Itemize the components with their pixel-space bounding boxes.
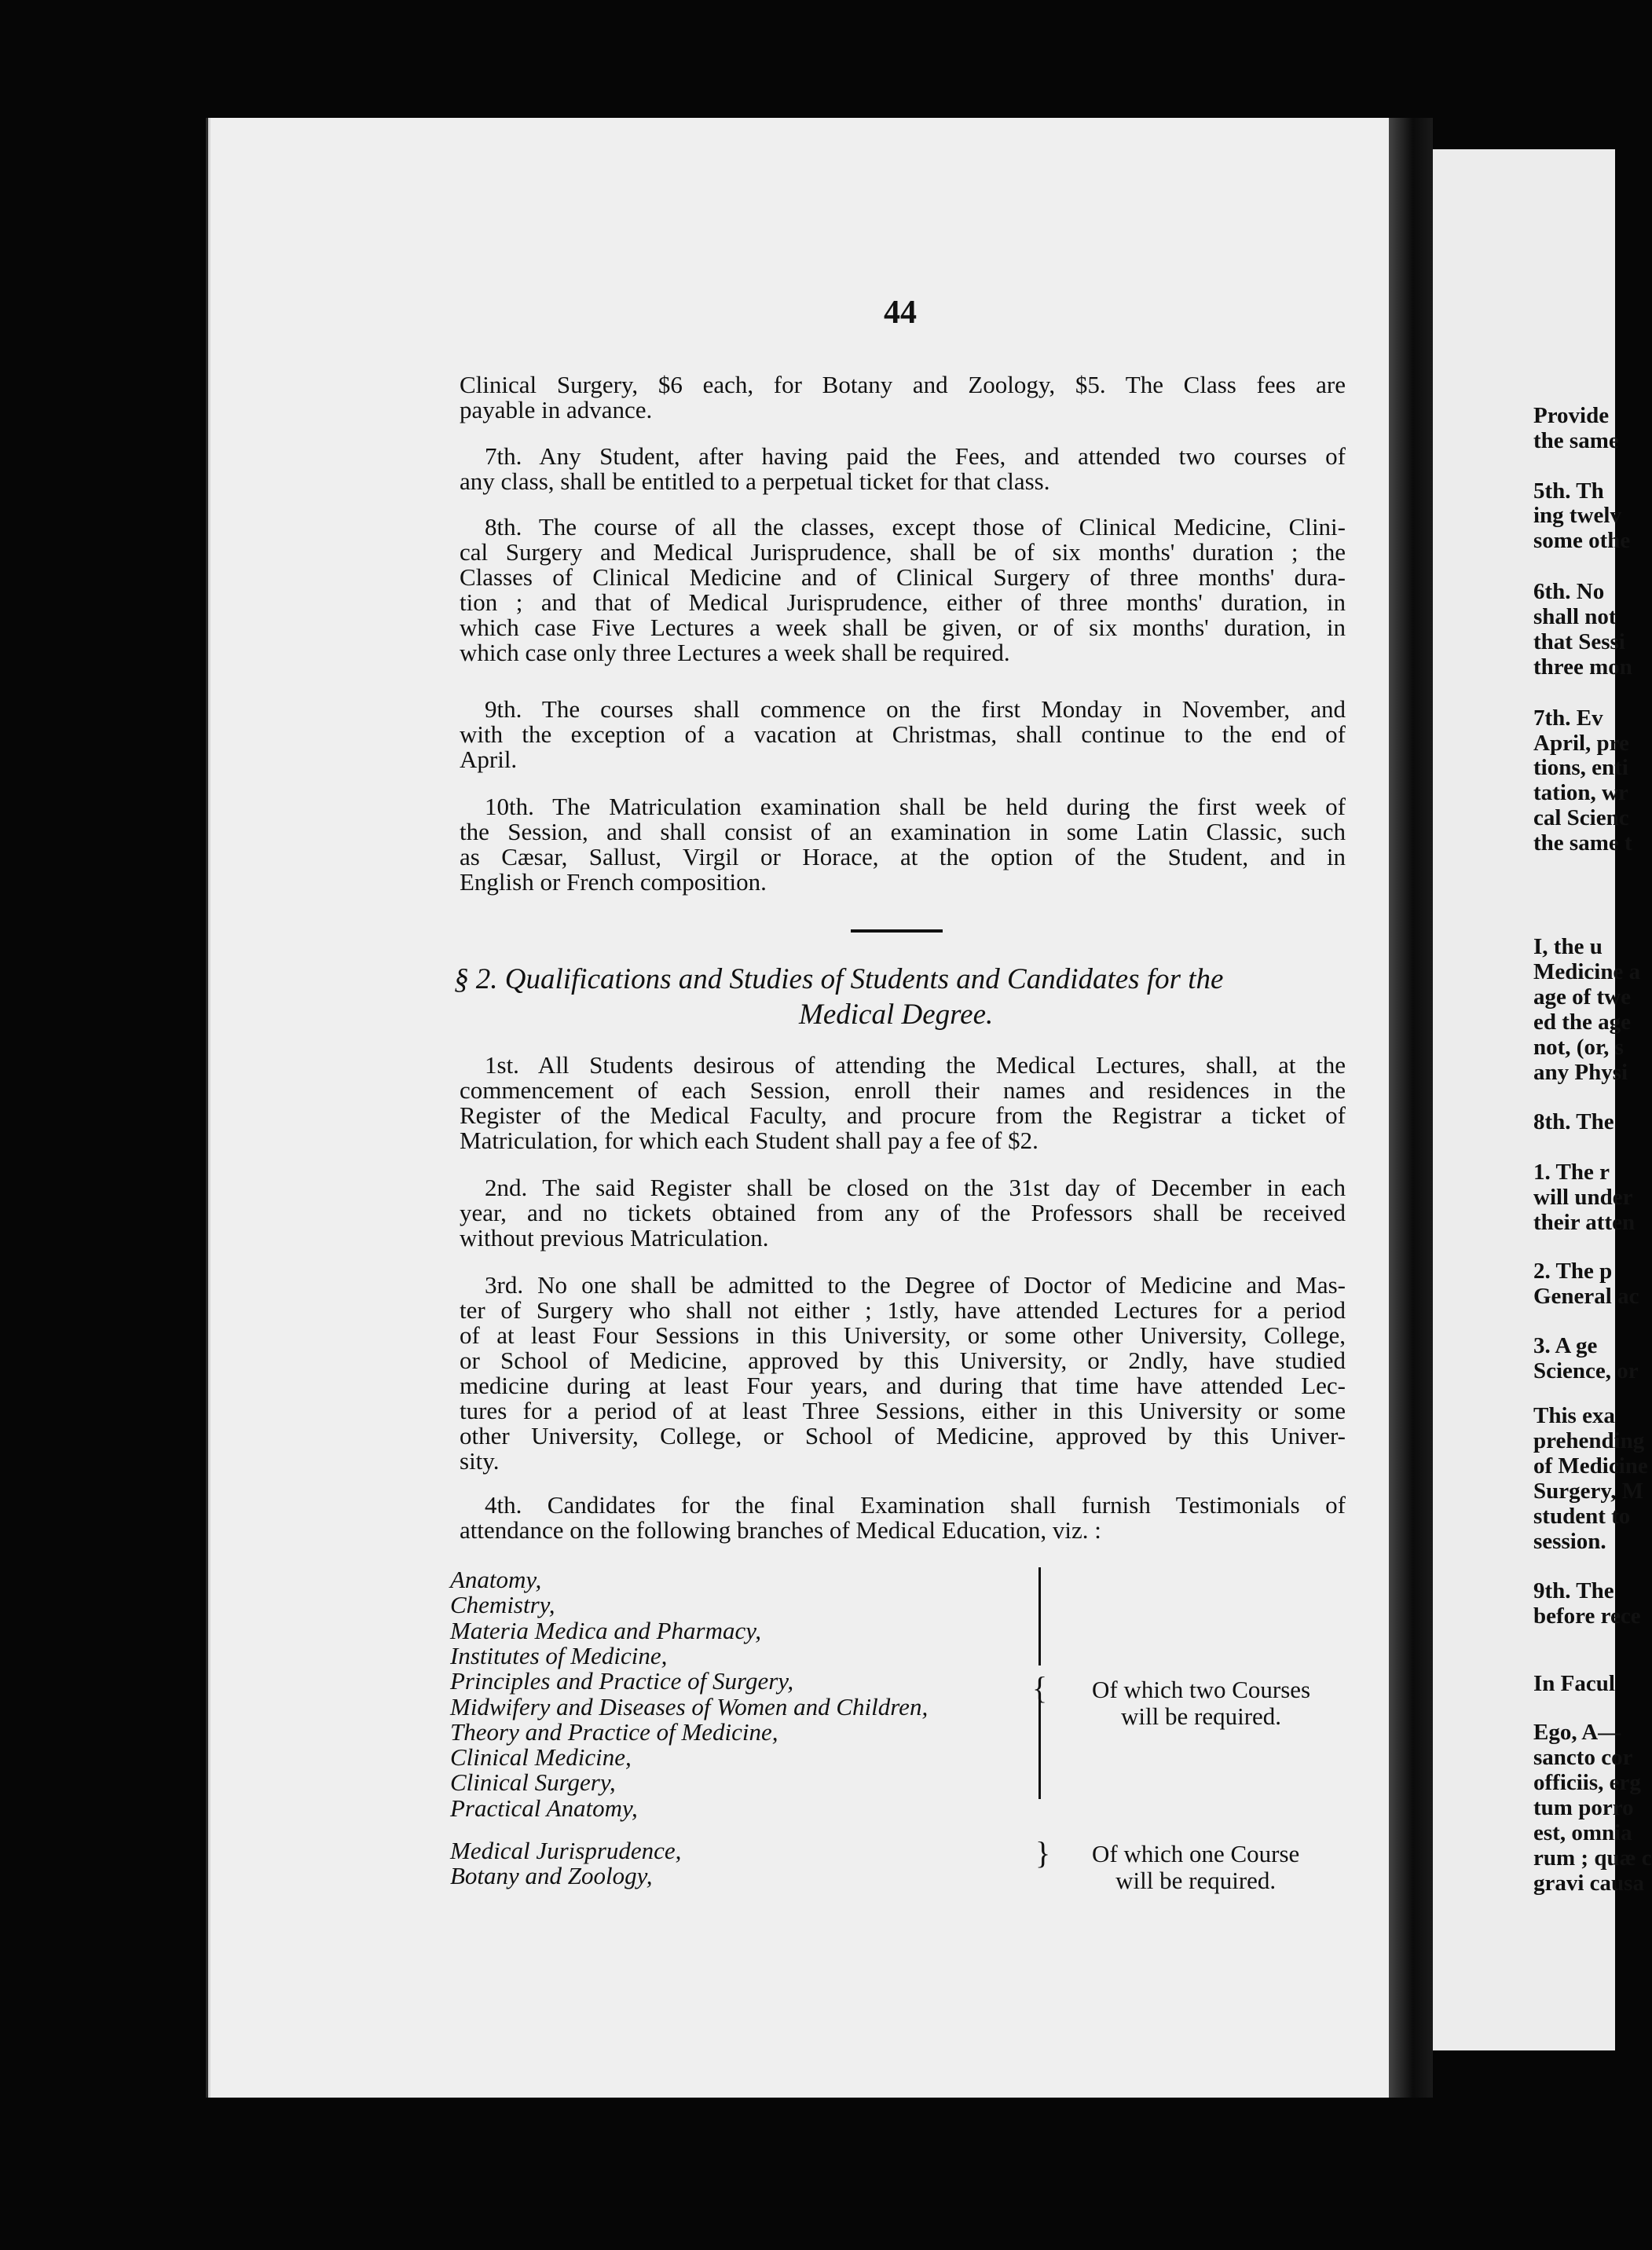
- section-divider: [851, 929, 943, 933]
- book-gutter: [1389, 118, 1433, 2098]
- page-number: 44: [884, 295, 917, 331]
- paragraph-fees: [460, 372, 1346, 423]
- text-line: or School of Medicine, approved by this University, or 2ndly, have studied: [460, 1347, 1346, 1374]
- text-line: English or French composition.: [460, 868, 767, 896]
- text-line: tures for a period of at least Three Sessions, either in this University or some: [460, 1397, 1346, 1424]
- text-line: 7th. Any Student, after having paid the Fees, and attended two courses of: [485, 442, 1346, 470]
- course-item: Principles and Practice of Surgery,: [450, 1667, 794, 1695]
- text-line: the Session, and shall consist of an examination in some Latin Classic, such: [460, 818, 1346, 845]
- right-page-line: This exa: [1533, 1403, 1615, 1428]
- note-two-courses: Of which two Courses will be required.: [1092, 1676, 1311, 1730]
- brace-small: }: [1035, 1835, 1051, 1871]
- text-line: with the exception of a vacation at Christmas, shall continue to the end of: [460, 720, 1346, 748]
- course-item: Institutes of Medicine,: [450, 1641, 668, 1669]
- right-page-line: rum ; quæ c: [1533, 1845, 1652, 1871]
- right-page-line: In Facul: [1533, 1671, 1615, 1696]
- course-item: Theory and Practice of Medicine,: [450, 1717, 778, 1746]
- paragraph-9th: [460, 697, 1346, 772]
- right-page-line: their atten: [1533, 1210, 1636, 1235]
- brace-upper: [1038, 1567, 1041, 1666]
- paragraph-10th: [460, 794, 1346, 895]
- right-page-line: 8th. The: [1533, 1109, 1614, 1134]
- right-page-line: Surgery, M: [1533, 1479, 1644, 1504]
- right-page-line: tions, enti: [1533, 755, 1628, 780]
- paragraph-4th: [460, 1493, 1346, 1543]
- right-page-line: Science, or: [1533, 1358, 1639, 1383]
- right-page-line: student to: [1533, 1504, 1631, 1529]
- right-page-line: I, the u: [1533, 934, 1603, 959]
- right-page-line: 1. The r: [1533, 1160, 1610, 1185]
- right-page-line: General ac: [1533, 1284, 1639, 1309]
- right-page-line: officiis, erg: [1533, 1770, 1641, 1795]
- text-line: Matriculation, for which each Student shall pay a fee of $2.: [460, 1127, 1038, 1154]
- course-item: Anatomy,: [450, 1566, 542, 1593]
- text-line: ter of Surgery who shall not either ; 1stly, have attended Lectures for a period: [460, 1296, 1346, 1324]
- course-item: Materia Medica and Pharmacy,: [450, 1616, 762, 1644]
- text-line: 4th. Candidates for the final Examination shall furnish Testimonials of: [485, 1491, 1346, 1519]
- text-line: year, and no tickets obtained from any of the Professors shall be received: [460, 1199, 1346, 1226]
- right-page-line: any Physi: [1533, 1060, 1628, 1085]
- brace-point: {: [1032, 1670, 1048, 1706]
- text-line: which case Five Lectures a week shall be given, or of six months' duration, in: [460, 614, 1346, 641]
- right-page-line: April, pre: [1533, 731, 1629, 756]
- paragraph-8th: [460, 515, 1346, 665]
- right-page-line: will under: [1533, 1185, 1633, 1210]
- text-line: commencement of each Session, enroll their names and residences in the: [460, 1076, 1346, 1104]
- text-line: 1st. All Students desirous of attending the Medical Lectures, shall, at the: [485, 1051, 1346, 1079]
- paragraph-3rd: [460, 1273, 1346, 1474]
- right-page-line: session.: [1533, 1529, 1606, 1554]
- text-line: Register of the Medical Faculty, and procure from the Registrar a ticket of: [460, 1101, 1346, 1129]
- right-page-line: ed the age: [1533, 1010, 1632, 1035]
- text-line: medicine during at least Four years, and during that time have attended Lec-: [460, 1372, 1346, 1399]
- right-page-line: est, omnia: [1533, 1820, 1632, 1845]
- right-page-line: some othe: [1533, 528, 1631, 553]
- text-line: attendance on the following branches of Medical Education, viz. :: [460, 1516, 1101, 1544]
- text-line: 3rd. No one shall be admitted to the Degree of Doctor of Medicine and Mas-: [485, 1271, 1346, 1299]
- section-heading: § 2. Qualifications and Studies of Students and Candidates for the: [454, 963, 1224, 995]
- paragraph-1st: [460, 1053, 1346, 1153]
- right-page-line: Medicine a: [1533, 959, 1641, 984]
- right-page-line: the same: [1533, 428, 1619, 453]
- right-page-line: not, (or, s: [1533, 1035, 1624, 1060]
- right-page-line: 3. A ge: [1533, 1333, 1598, 1358]
- text-line: as Cæsar, Sallust, Virgil or Horace, at the option of the Student, and in: [460, 843, 1346, 870]
- paragraph-7th: [460, 444, 1346, 494]
- course-item: Midwifery and Diseases of Women and Children,: [450, 1692, 929, 1720]
- note-one-course: Of which one Course will be required.: [1092, 1840, 1300, 1894]
- course-item: Practical Anatomy,: [450, 1794, 638, 1822]
- text-line: any class, shall be entitled to a perpetual ticket for that class.: [460, 467, 1050, 495]
- right-page-line: of Medicine: [1533, 1453, 1648, 1479]
- right-page-line: before rece: [1533, 1603, 1641, 1629]
- right-page-line: gravi causa: [1533, 1871, 1644, 1896]
- right-page-line: cal Scienc: [1533, 805, 1629, 830]
- right-page-line: sancto cor: [1533, 1745, 1633, 1770]
- text-line: without previous Matriculation.: [460, 1224, 769, 1251]
- right-page-line: ing twelv: [1533, 503, 1621, 528]
- text-line: other University, College, or School of Medicine, approved by this Univer-: [460, 1422, 1346, 1449]
- text-line: 10th. The Matriculation examination shall be held during the first week of: [485, 793, 1346, 820]
- text-line: payable in advance.: [460, 396, 653, 423]
- right-page-line: Ego, A—: [1533, 1720, 1621, 1745]
- text-line: sity.: [460, 1447, 500, 1475]
- right-page-line: tation, wr: [1533, 780, 1628, 805]
- right-page-line: age of twe: [1533, 984, 1632, 1010]
- right-page-line: prehending: [1533, 1428, 1645, 1453]
- course-item: Chemistry,: [450, 1591, 555, 1619]
- right-page-line: 2. The p: [1533, 1259, 1613, 1284]
- right-page-line: that Sessi: [1533, 629, 1625, 654]
- text-line: which case only three Lectures a week shall be required.: [460, 639, 1010, 666]
- course-item: Clinical Medicine,: [450, 1743, 632, 1772]
- text-line: 2nd. The said Register shall be closed on the 31st day of December in each: [485, 1174, 1346, 1201]
- right-page-line: three mon: [1533, 654, 1632, 680]
- right-page-line: 5th. Th: [1533, 478, 1604, 504]
- right-page-line: 6th. No: [1533, 579, 1605, 604]
- text-line: tion ; and that of Medical Jurisprudence, either of three months' duration, in: [460, 588, 1346, 616]
- paragraph-2nd: [460, 1175, 1346, 1251]
- text-line: Classes of Clinical Medicine and of Clinical Surgery of three months' dura-: [460, 563, 1346, 591]
- text-line: of at least Four Sessions in this University, or some other University, College,: [460, 1321, 1346, 1349]
- right-page-line: 9th. The: [1533, 1578, 1614, 1603]
- brace-lower: [1038, 1697, 1041, 1799]
- text-line: Clinical Surgery, $6 each, for Botany and Zoology, $5. The Class fees are: [460, 371, 1346, 398]
- section-heading-cont: Medical Degree.: [799, 999, 994, 1031]
- course-item: Medical Jurisprudence,: [450, 1837, 682, 1864]
- course-item: Botany and Zoology,: [450, 1862, 653, 1890]
- right-page-line: 7th. Ev: [1533, 705, 1603, 731]
- text-line: 8th. The course of all the classes, except those of Clinical Medicine, Clini-: [485, 513, 1346, 541]
- right-page-line: tum porro: [1533, 1795, 1634, 1820]
- text-line: April.: [460, 746, 518, 773]
- text-line: cal Surgery and Medical Jurisprudence, shall be of six months' duration ; the: [460, 538, 1346, 566]
- course-item: Clinical Surgery,: [450, 1768, 616, 1797]
- text-line: 9th. The courses shall commence on the first Monday in November, and: [485, 695, 1346, 723]
- right-page-line: Provide: [1533, 403, 1610, 428]
- right-page-line: the same t: [1533, 830, 1632, 856]
- right-page-line: shall not: [1533, 604, 1617, 629]
